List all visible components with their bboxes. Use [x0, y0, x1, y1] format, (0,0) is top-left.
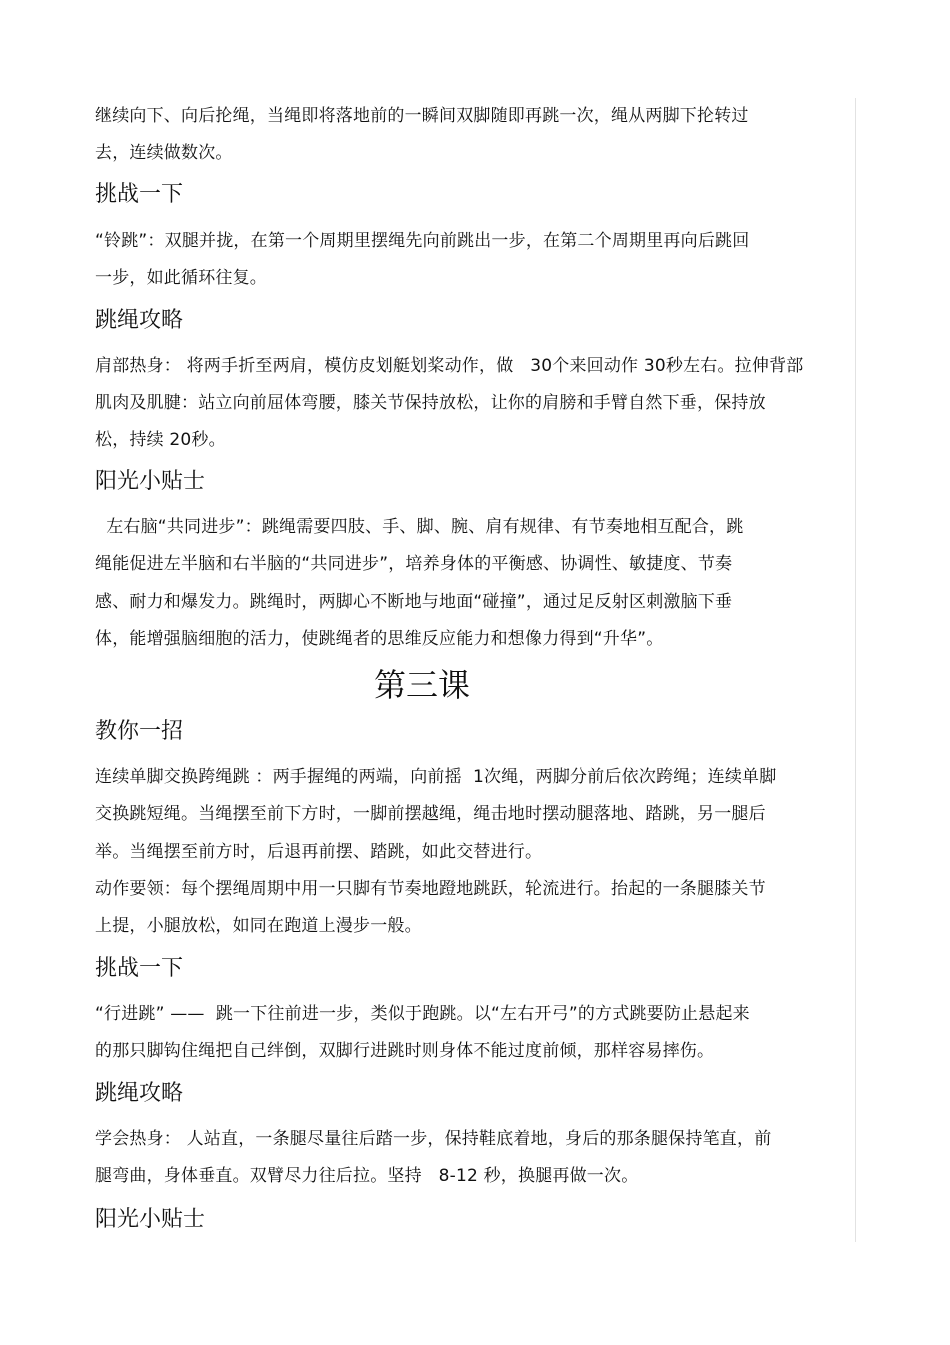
paragraph-line: 肩部热身： 将两手折至两肩，模仿皮划艇划桨动作，做 30个来回动作 30秒左右。拉伸背部	[95, 356, 804, 376]
paragraph-line: 感、耐力和爆发力。跳绳时，两脚心不断地与地面“碰撞”，通过足反射区刺激脑下垂	[95, 592, 733, 612]
paragraph-line: 连续单脚交换跨绳跳 ：两手握绳的两端，向前摇 1次绳，两脚分前后依次跨绳；连续单脚	[95, 767, 777, 787]
paragraph-line: 举。当绳摆至前方时，后退再前摆、踏跳，如此交替进行。	[95, 842, 543, 862]
paragraph-line: 交换跳短绳。当绳摆至前下方时，一脚前摆越绳，绳击地时摆动腿落地、踏跳，另一腿后	[95, 804, 766, 824]
paragraph-line: “铃跳”：双腿并拢，在第一个周期里摆绳先向前跳出一步，在第二个周期里再向后跳回	[95, 231, 750, 251]
section-heading-teach: 教你一招	[95, 719, 184, 744]
paragraph-line: 松，持续 20秒。	[95, 430, 226, 450]
section-heading-tips: 阳光小贴士	[95, 1207, 206, 1232]
paragraph-line: 去，连续做数次。	[95, 143, 233, 163]
section-heading-challenge: 挑战一下	[95, 956, 184, 981]
paragraph-line: 体，能增强脑细胞的活力，使跳绳者的思维反应能力和想像力得到“升华”。	[95, 629, 664, 649]
section-heading-strategy: 跳绳攻略	[95, 1081, 184, 1106]
paragraph-line: 继续向下、向后抡绳，当绳即将落地前的一瞬间双脚随即再跳一次，绳从两脚下抡转过	[95, 106, 749, 126]
paragraph-line: 腿弯曲，身体垂直。双臂尽力往后拉。坚持 8-12 秒，换腿再做一次。	[95, 1166, 639, 1186]
paragraph-line: 左右脑“共同进步”：跳绳需要四肢、手、脚、腕、肩有规律、有节奏地相互配合，跳	[95, 517, 744, 537]
paragraph-line: 一步，如此循环往复。	[95, 268, 267, 288]
paragraph-line: “行进跳” —— 跳一下往前进一步，类似于跑跳。以“左右开弓”的方式跳要防止悬起来	[95, 1004, 750, 1024]
section-heading-challenge: 挑战一下	[95, 182, 184, 207]
section-heading-tips: 阳光小贴士	[95, 469, 206, 494]
paragraph-line: 绳能促进左半脑和右半脑的“共同进步”，培养身体的平衡感、协调性、敏捷度、节奏	[95, 554, 733, 574]
paragraph-line: 上提，小腿放松，如同在跑道上漫步一般。	[95, 916, 422, 936]
paragraph-line: 肌肉及肌腱：站立向前屈体弯腰，膝关节保持放松，让你的肩膀和手臂自然下垂，保持放	[95, 393, 766, 413]
paragraph-line: 学会热身： 人站直，一条腿尽量往后踏一步，保持鞋底着地，身后的那条腿保持笔直，前	[95, 1129, 772, 1149]
section-heading-strategy: 跳绳攻略	[95, 308, 184, 333]
lesson-title: 第三课	[374, 666, 471, 704]
paragraph-line: 动作要领：每个摆绳周期中用一只脚有节奏地蹬地跳跃，轮流进行。抬起的一条腿膝关节	[95, 879, 766, 899]
page-edge-rule	[855, 98, 856, 1242]
paragraph-line: 的那只脚钩住绳把自己绊倒，双脚行进跳时则身体不能过度前倾，那样容易摔伤。	[95, 1041, 715, 1061]
